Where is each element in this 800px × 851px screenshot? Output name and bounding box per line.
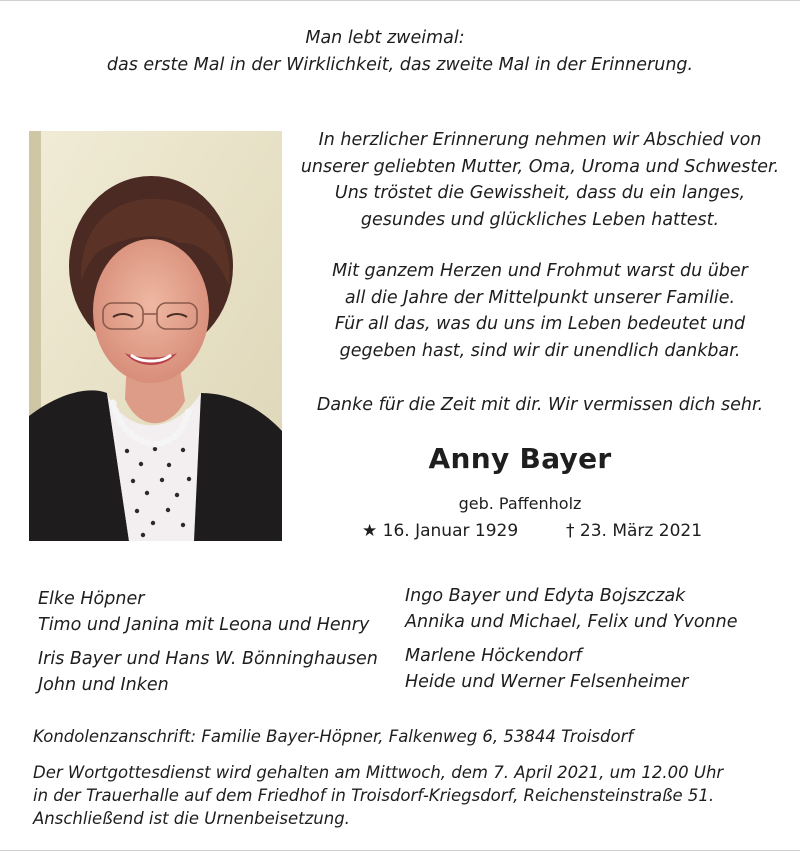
family-group xyxy=(38,586,369,638)
family-group xyxy=(405,643,688,695)
family-line: Iris Bayer und Hans W. Bönninghausen xyxy=(38,649,378,669)
condolence-address: Kondolenzanschrift: Familie Bayer-Höpner, Falkenweg 6, 53844 Troisdorf xyxy=(33,727,634,746)
family-line: Timo und Janina mit Leona und Henry xyxy=(38,615,370,635)
family-group xyxy=(38,646,378,698)
deceased-name: Anny Bayer xyxy=(428,442,612,475)
tribute-paragraph-1 xyxy=(290,127,790,233)
service-line: Der Wortgottesdienst wird gehalten am Mittwoch, dem 7. April 2021, um 12.00 Uhr xyxy=(33,763,724,782)
birth-date xyxy=(362,521,518,541)
tribute-line: Danke für die Zeit mit dir. Wir vermissen dich sehr. xyxy=(316,395,764,415)
tribute-line: gesundes und glückliches Leben hattest. xyxy=(360,209,720,230)
cross-icon: † xyxy=(566,521,575,541)
service-line: in der Trauerhalle auf dem Friedhof in Troisdorf-Kriegsdorf, Reichensteinstraße 51. xyxy=(33,786,715,805)
family-group xyxy=(405,583,737,635)
tribute-paragraph-2 xyxy=(290,258,790,364)
tribute-line: unserer geliebten Mutter, Oma, Uroma und Schwester. xyxy=(300,156,780,177)
tribute-line: gegeben hast, sind wir dir unendlich dankbar. xyxy=(339,340,741,361)
family-line: Annika und Michael, Felix und Yvonne xyxy=(405,612,738,632)
family-line: Ingo Bayer und Edyta Bojszczak xyxy=(405,586,686,606)
portrait-photo xyxy=(29,131,282,541)
tribute-line: Mit ganzem Herzen und Frohmut warst du über xyxy=(332,261,748,281)
family-line: Elke Höpner xyxy=(38,589,145,609)
death-date-text: 23. März 2021 xyxy=(579,521,703,541)
family-line: Heide und Werner Felsenheimer xyxy=(405,672,689,692)
death-date xyxy=(566,521,702,541)
motto-line-1: Man lebt zweimal: xyxy=(305,28,465,48)
tribute-line: all die Jahre der Mittelpunkt unserer Familie. xyxy=(344,287,736,308)
family-line: Marlene Höckendorf xyxy=(405,646,582,666)
tribute-paragraph-3 xyxy=(290,392,790,419)
family-line: John und Inken xyxy=(38,675,169,695)
tribute-line: Uns tröstet die Gewissheit, dass du ein langes, xyxy=(334,183,746,203)
birth-date-text: 16. Januar 1929 xyxy=(382,521,519,541)
tribute-line: Für all das, was du uns im Leben bedeutet und xyxy=(334,314,746,334)
tribute-line: In herzlicher Erinnerung nehmen wir Abschied von xyxy=(318,130,762,150)
star-icon: ★ xyxy=(362,521,378,541)
service-line: Anschließend ist die Urnenbeisetzung. xyxy=(33,809,350,828)
birth-name: geb. Paffenholz xyxy=(458,494,582,513)
motto-quote xyxy=(0,25,800,79)
motto-line-2: das erste Mal in der Wirklichkeit, das zweite Mal in der Erinnerung. xyxy=(106,55,694,75)
service-info xyxy=(33,761,723,830)
